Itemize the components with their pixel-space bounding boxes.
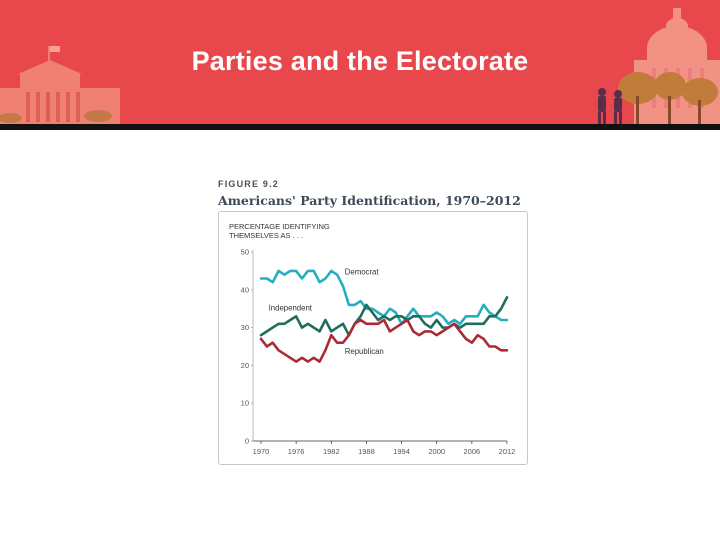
x-tick-label: 2012 xyxy=(498,447,516,456)
x-tick-label: 1976 xyxy=(287,447,305,456)
y-tick-label: 50 xyxy=(240,247,249,257)
figure-label: FIGURE 9.2 xyxy=(218,179,280,189)
figure-title: Americans' Party Identification, 1970–2012 xyxy=(218,193,521,208)
y-tick-label: 20 xyxy=(240,360,249,370)
y-axis-label-line2: THEMSELVES AS . . . xyxy=(229,231,304,240)
x-tick-label: 1982 xyxy=(322,447,340,456)
y-tick-label: 30 xyxy=(240,323,249,333)
y-tick-label: 10 xyxy=(240,398,249,408)
chart-frame xyxy=(218,211,528,465)
slide-title: Parties and the Electorate xyxy=(191,46,529,76)
banner-divider xyxy=(0,124,720,130)
y-tick-label: 40 xyxy=(240,285,249,295)
title-banner xyxy=(0,0,720,124)
x-tick-label: 2006 xyxy=(463,447,481,456)
x-tick-label: 1988 xyxy=(358,447,375,456)
republican-series-label: Republican xyxy=(344,347,384,357)
x-tick-label: 1970 xyxy=(252,447,270,456)
democrat-series-label: Democrat xyxy=(344,267,379,277)
x-tick-label: 1994 xyxy=(393,447,410,456)
republican-series-line xyxy=(261,320,507,362)
line-chart xyxy=(219,212,529,466)
y-axis-label-line1: PERCENTAGE IDENTIFYING xyxy=(229,222,330,231)
x-tick-label: 2000 xyxy=(428,447,446,456)
independent-series-label: Independent xyxy=(268,303,312,313)
y-tick-label: 0 xyxy=(244,436,249,446)
